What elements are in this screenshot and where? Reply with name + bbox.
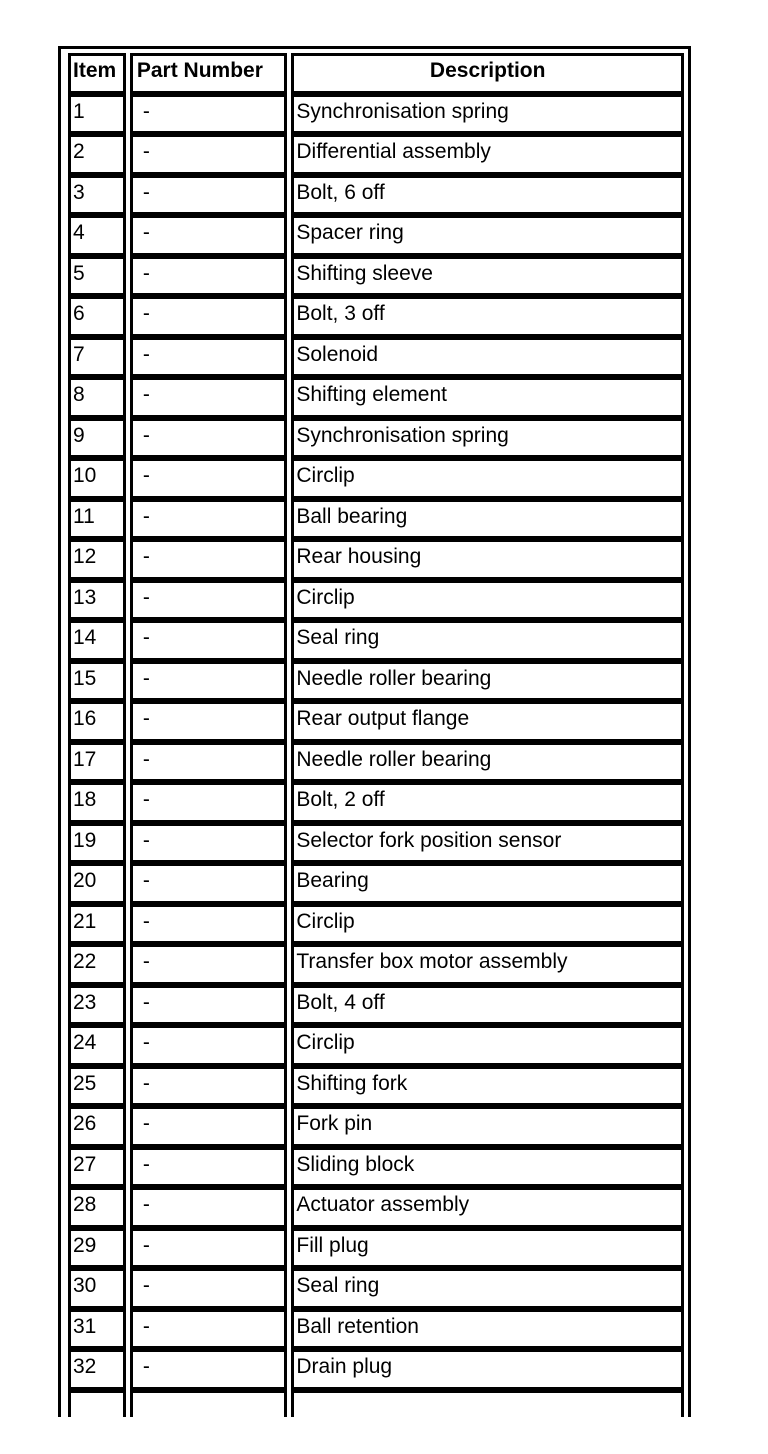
item-cell: 11 — [68, 499, 126, 540]
part-number-cell: - — [130, 1066, 288, 1107]
table-row — [68, 377, 684, 418]
part-number-cell: - — [130, 215, 288, 256]
description-cell: Needle roller bearing — [291, 742, 684, 783]
description-cell: Bolt, 3 off — [291, 296, 684, 337]
description-cell: Differential assembly — [291, 134, 684, 175]
item-cell: 5 — [68, 256, 126, 297]
table-row — [68, 175, 684, 216]
description-cell: Bolt, 2 off — [291, 782, 684, 823]
part-number-cell: - — [130, 94, 288, 135]
item-cell: 30 — [68, 1268, 126, 1309]
table-row — [68, 742, 684, 783]
table-row — [68, 904, 684, 945]
item-cell: 3 — [68, 175, 126, 216]
description-cell: Sliding block — [291, 1147, 684, 1188]
item-cell: 15 — [68, 661, 126, 702]
item-cell: 17 — [68, 742, 126, 783]
part-number-cell: - — [130, 1228, 288, 1269]
description-cell: Shifting sleeve — [291, 256, 684, 297]
part-number-cell: - — [130, 296, 288, 337]
description-cell: Seal ring — [291, 1268, 684, 1309]
table-row — [68, 782, 684, 823]
empty-cell — [68, 1390, 126, 1418]
description-cell: Circlip — [291, 904, 684, 945]
part-number-cell: - — [130, 377, 288, 418]
table-row — [68, 1066, 684, 1107]
description-cell: Ball bearing — [291, 499, 684, 540]
part-number-cell: - — [130, 499, 288, 540]
part-number-cell: - — [130, 904, 288, 945]
item-cell: 18 — [68, 782, 126, 823]
table-row — [68, 134, 684, 175]
part-number-cell: - — [130, 580, 288, 621]
item-cell: 12 — [68, 539, 126, 580]
part-number-cell: - — [130, 1349, 288, 1390]
table-row — [68, 1268, 684, 1309]
empty-cell — [130, 1390, 288, 1418]
item-cell: 27 — [68, 1147, 126, 1188]
item-cell: 23 — [68, 985, 126, 1026]
description-cell: Drain plug — [291, 1349, 684, 1390]
table-row — [68, 1025, 684, 1066]
item-cell: 26 — [68, 1106, 126, 1147]
item-cell: 28 — [68, 1187, 126, 1228]
description-cell: Selector fork position sensor — [291, 823, 684, 864]
table-row — [68, 499, 684, 540]
table-row — [68, 1228, 684, 1269]
part-number-cell: - — [130, 620, 288, 661]
description-cell: Bolt, 4 off — [291, 985, 684, 1026]
part-number-cell: - — [130, 1309, 288, 1350]
part-number-cell: - — [130, 1025, 288, 1066]
item-cell: 9 — [68, 418, 126, 459]
parts-table — [64, 53, 688, 1417]
table-row — [68, 458, 684, 499]
description-cell: Needle roller bearing — [291, 661, 684, 702]
item-cell: 19 — [68, 823, 126, 864]
table-row — [68, 620, 684, 661]
item-cell: 7 — [68, 337, 126, 378]
part-number-cell: - — [130, 782, 288, 823]
part-number-cell: - — [130, 539, 288, 580]
item-cell: 6 — [68, 296, 126, 337]
part-number-cell: - — [130, 1187, 288, 1228]
description-cell: Shifting fork — [291, 1066, 684, 1107]
description-cell: Actuator assembly — [291, 1187, 684, 1228]
empty-row — [68, 1390, 684, 1418]
table-row — [68, 1147, 684, 1188]
item-cell: 22 — [68, 944, 126, 985]
table-row — [68, 823, 684, 864]
description-cell: Spacer ring — [291, 215, 684, 256]
table-row — [68, 256, 684, 297]
table-row — [68, 985, 684, 1026]
item-cell: 21 — [68, 904, 126, 945]
part-number-cell: - — [130, 701, 288, 742]
header-item: Item — [68, 53, 126, 94]
description-cell: Bearing — [291, 863, 684, 904]
part-number-cell: - — [130, 742, 288, 783]
description-cell: Circlip — [291, 458, 684, 499]
table-row — [68, 1187, 684, 1228]
part-number-cell: - — [130, 1106, 288, 1147]
table-row — [68, 701, 684, 742]
item-cell: 1 — [68, 94, 126, 135]
part-number-cell: - — [130, 256, 288, 297]
item-cell: 24 — [68, 1025, 126, 1066]
table-row — [68, 1349, 684, 1390]
item-cell: 29 — [68, 1228, 126, 1269]
item-cell: 20 — [68, 863, 126, 904]
item-cell: 2 — [68, 134, 126, 175]
part-number-cell: - — [130, 985, 288, 1026]
description-cell: Transfer box motor assembly — [291, 944, 684, 985]
header-part-number: Part Number — [130, 53, 288, 94]
item-cell: 4 — [68, 215, 126, 256]
description-cell: Circlip — [291, 580, 684, 621]
description-cell: Solenoid — [291, 337, 684, 378]
parts-table-frame — [58, 46, 691, 1417]
item-cell: 16 — [68, 701, 126, 742]
item-cell: 25 — [68, 1066, 126, 1107]
description-cell: Ball retention — [291, 1309, 684, 1350]
part-number-cell: - — [130, 944, 288, 985]
description-cell: Shifting element — [291, 377, 684, 418]
item-cell: 13 — [68, 580, 126, 621]
table-row — [68, 1309, 684, 1350]
part-number-cell: - — [130, 823, 288, 864]
empty-cell — [291, 1390, 684, 1418]
part-number-cell: - — [130, 661, 288, 702]
table-row — [68, 296, 684, 337]
table-row — [68, 94, 684, 135]
part-number-cell: - — [130, 134, 288, 175]
description-cell: Fill plug — [291, 1228, 684, 1269]
description-cell: Fork pin — [291, 1106, 684, 1147]
table-row — [68, 337, 684, 378]
item-cell: 14 — [68, 620, 126, 661]
table-row — [68, 539, 684, 580]
description-cell: Synchronisation spring — [291, 94, 684, 135]
part-number-cell: - — [130, 458, 288, 499]
table-row — [68, 1106, 684, 1147]
part-number-cell: - — [130, 1268, 288, 1309]
part-number-cell: - — [130, 418, 288, 459]
item-cell: 31 — [68, 1309, 126, 1350]
part-number-cell: - — [130, 337, 288, 378]
table-row — [68, 418, 684, 459]
description-cell: Bolt, 6 off — [291, 175, 684, 216]
description-cell: Circlip — [291, 1025, 684, 1066]
part-number-cell: - — [130, 175, 288, 216]
description-cell: Seal ring — [291, 620, 684, 661]
table-row — [68, 661, 684, 702]
table-row — [68, 215, 684, 256]
table-row — [68, 944, 684, 985]
item-cell: 8 — [68, 377, 126, 418]
table-row — [68, 580, 684, 621]
table-row — [68, 863, 684, 904]
header-description: Description — [291, 53, 684, 94]
header-row — [68, 53, 684, 94]
description-cell: Rear housing — [291, 539, 684, 580]
part-number-cell: - — [130, 863, 288, 904]
description-cell: Rear output flange — [291, 701, 684, 742]
description-cell: Synchronisation spring — [291, 418, 684, 459]
item-cell: 32 — [68, 1349, 126, 1390]
item-cell: 10 — [68, 458, 126, 499]
part-number-cell: - — [130, 1147, 288, 1188]
